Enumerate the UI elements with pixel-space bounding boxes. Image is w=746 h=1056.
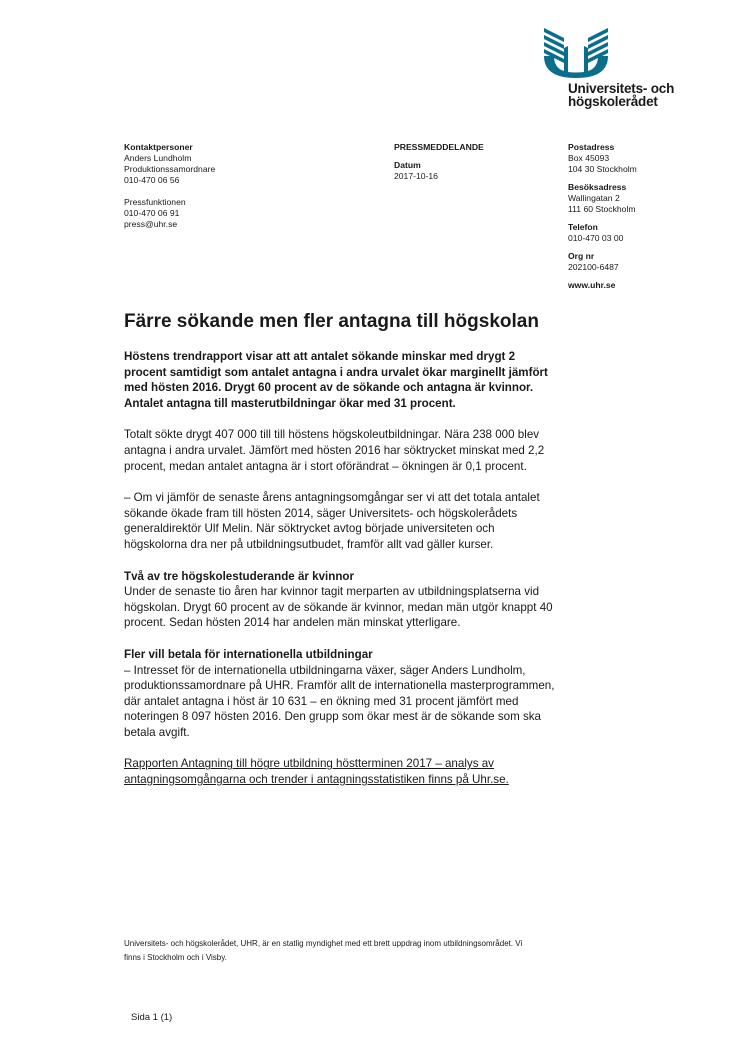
org-nr-value: 202100-6487 bbox=[568, 262, 619, 272]
report-link[interactable]: Rapporten Antagning till högre utbildning höstterminen 2017 – analys av antagningsomgångarna och trender i antagningsstatistiken finns på Uhr.se. bbox=[124, 757, 509, 787]
address-block bbox=[568, 142, 738, 298]
org-name-line1: Universitets- och bbox=[568, 81, 675, 96]
press-block bbox=[394, 142, 534, 182]
page-number: Sida 1 (1) bbox=[131, 1012, 173, 1023]
press-label: PRESSMEDDELANDE bbox=[394, 142, 484, 152]
date-value: 2017-10-16 bbox=[394, 171, 438, 181]
postal-line2: 104 30 Stockholm bbox=[568, 164, 637, 174]
contacts-block bbox=[124, 142, 344, 230]
paragraph-1: Totalt sökte drygt 407 000 till till höstens högskoleutbildningar. Nära 238 000 blev antagna i andra urvalet. Jämfört med hösten 2016 har söktrycket minskat med 2,2 procent, medan antalet antagna är i stort oförändrat – ökningen är 0,1 procent. bbox=[124, 428, 545, 473]
visit-line1: Wallingatan 2 bbox=[568, 193, 620, 203]
phone-label: Telefon bbox=[568, 222, 598, 232]
org-name bbox=[568, 82, 674, 108]
date-label: Datum bbox=[394, 160, 421, 170]
article-body bbox=[124, 349, 560, 804]
subheading-2: Fler vill betala för internationella utbildningar bbox=[124, 647, 373, 661]
phone-value: 010-470 03 00 bbox=[568, 233, 624, 243]
postal-label: Postadress bbox=[568, 142, 615, 152]
org-nr-label: Org nr bbox=[568, 251, 595, 261]
press-phone: 010-470 06 91 bbox=[124, 208, 180, 218]
contacts-heading: Kontaktpersoner bbox=[124, 142, 193, 152]
contact-name: Anders Lundholm bbox=[124, 153, 192, 163]
press-email[interactable]: press@uhr.se bbox=[124, 219, 178, 229]
org-name-line2: högskolerådet bbox=[568, 94, 658, 109]
footer-text: Universitets- och högskolerådet, UHR, är en statlig myndighet med ett brett uppdrag inom utbildningsområdet. Vi finns i Stockholm och i Visby. bbox=[124, 939, 523, 962]
website[interactable]: www.uhr.se bbox=[568, 280, 616, 290]
visit-label: Besöksadress bbox=[568, 182, 627, 192]
contact-phone: 010-470 06 56 bbox=[124, 175, 180, 185]
page-title: Färre sökande men fler antagna till högskolan bbox=[124, 311, 539, 332]
subheading-1: Två av tre högskolestuderande är kvinnor bbox=[124, 569, 355, 583]
contact-role: Produktionssamordnare bbox=[124, 164, 216, 174]
postal-line1: Box 45093 bbox=[568, 153, 610, 163]
press-function: Pressfunktionen bbox=[124, 197, 186, 207]
paragraph-3: Under de senaste tio åren har kvinnor tagit merparten av utbildningsplatserna vid högskolan. Drygt 60 procent av de sökande är kvinnor, medan män utgör knappt 40 procent. Sedan hösten 2014 har andelen män minskat ytterligare. bbox=[124, 585, 553, 630]
visit-line2: 111 60 Stockholm bbox=[568, 204, 636, 214]
lead-paragraph: Höstens trendrapport visar att att antalet sökande minskar med drygt 2 procent samtidigt som antalet antagna i andra urvalet ökar marginellt jämfört med hösten 2016. Drygt 60 procent av de sökande och antagna är kvinnor. Antalet antagna till masterutbildningar ökar med 31 procent. bbox=[124, 350, 548, 410]
paragraph-2: – Om vi jämför de senaste årens antagningsomgångar ser vi att det totala antalet sökande ökade fram till hösten 2014, säger Universitets- och högskolerådets generaldirektör Ulf Melin. När söktrycket avtog började universiteten och högskolorna dra ner på utbildningsutbudet, framför allt vad gäller kurser. bbox=[124, 491, 540, 551]
paragraph-4: – Intresset för de internationella utbildningarna växer, säger Anders Lundholm, produktionssamordnare på UHR. Framför allt de internationella masterprogrammen, där antalet antagna i höst är 10 631 – en ökning med 31 procent jämfört med noteringen 8 097 hösten 2016. Den grupp som ökar mest är de sökande som ska betala avgift. bbox=[124, 663, 555, 739]
